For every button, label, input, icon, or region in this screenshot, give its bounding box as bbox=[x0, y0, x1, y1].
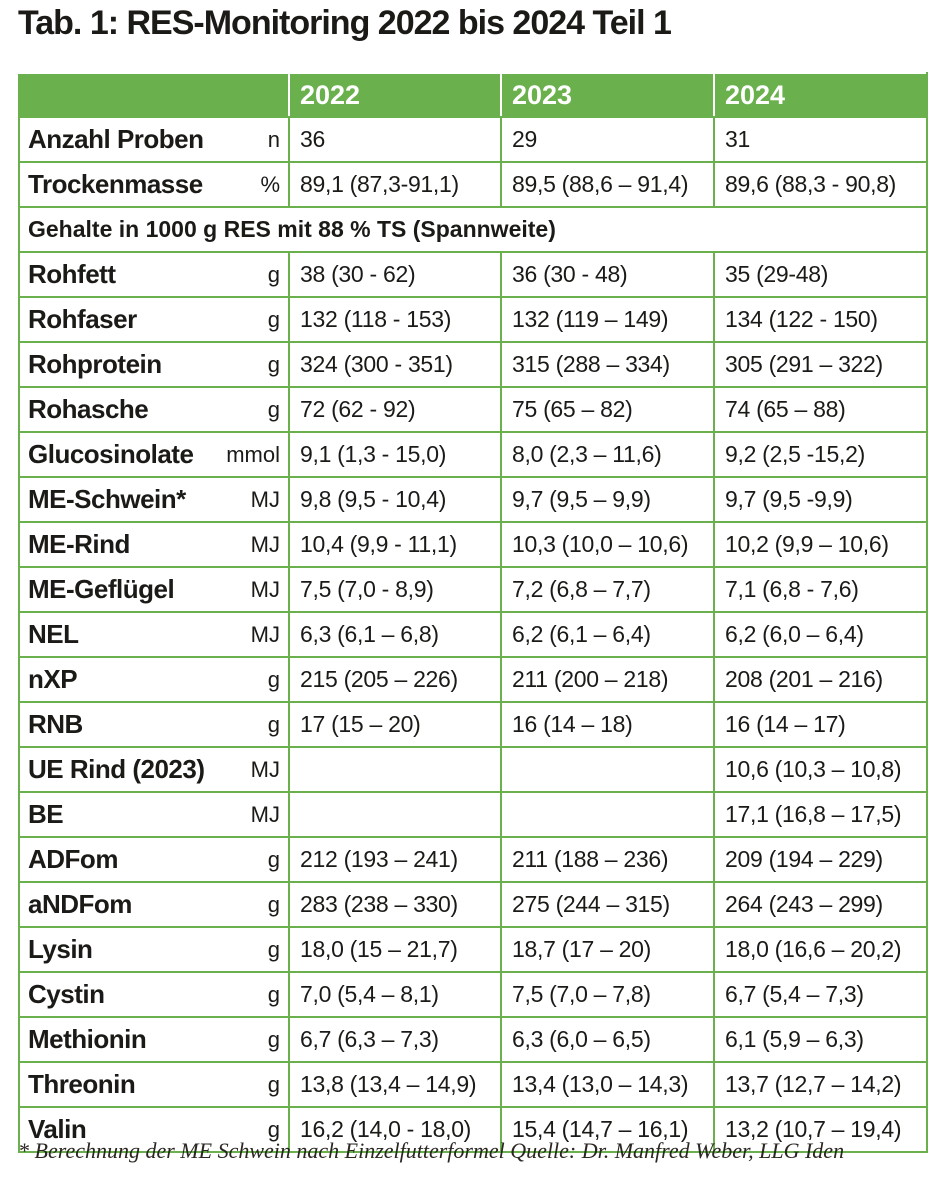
value-cell: 7,2 (6,8 – 7,7) bbox=[501, 567, 714, 612]
row-label: ME-Geflügel bbox=[28, 574, 175, 604]
value-cell: 13,4 (13,0 – 14,3) bbox=[501, 1062, 714, 1107]
row-label-cell bbox=[19, 477, 289, 522]
row-unit: g bbox=[267, 261, 280, 287]
value-cell: 13,7 (12,7 – 14,2) bbox=[714, 1062, 927, 1107]
row-label: Threonin bbox=[28, 1069, 136, 1099]
table-row bbox=[19, 522, 927, 567]
res-monitoring-table bbox=[18, 72, 928, 1153]
value-cell: 7,5 (7,0 - 8,9) bbox=[289, 567, 501, 612]
value-cell bbox=[289, 747, 501, 792]
header-cell-year: 2024 bbox=[714, 73, 927, 117]
row-label: Rohprotein bbox=[28, 349, 162, 379]
section-row bbox=[19, 207, 927, 252]
section-heading: Gehalte in 1000 g RES mit 88 % TS (Spannweite) bbox=[19, 207, 927, 252]
table-row bbox=[19, 837, 927, 882]
row-label-cell bbox=[19, 252, 289, 297]
row-label: BE bbox=[28, 799, 64, 829]
table-row bbox=[19, 1062, 927, 1107]
row-label-cell bbox=[19, 882, 289, 927]
value-cell: 6,3 (6,0 – 6,5) bbox=[501, 1017, 714, 1062]
value-cell: 275 (244 – 315) bbox=[501, 882, 714, 927]
row-unit: n bbox=[267, 126, 280, 152]
value-cell: 6,2 (6,1 – 6,4) bbox=[501, 612, 714, 657]
value-cell: 89,5 (88,6 – 91,4) bbox=[501, 162, 714, 207]
value-cell: 209 (194 – 229) bbox=[714, 837, 927, 882]
table-row bbox=[19, 972, 927, 1017]
value-cell: 10,6 (10,3 – 10,8) bbox=[714, 747, 927, 792]
value-cell bbox=[501, 747, 714, 792]
header-cell-year: 2023 bbox=[501, 73, 714, 117]
table-row bbox=[19, 297, 927, 342]
value-cell: 211 (188 – 236) bbox=[501, 837, 714, 882]
value-cell: 305 (291 – 322) bbox=[714, 342, 927, 387]
value-cell: 324 (300 - 351) bbox=[289, 342, 501, 387]
row-label: UE Rind (2023) bbox=[28, 754, 205, 784]
row-label: Glucosinolate bbox=[28, 439, 194, 469]
row-label-cell bbox=[19, 522, 289, 567]
value-cell: 35 (29-48) bbox=[714, 252, 927, 297]
value-cell: 16 (14 – 18) bbox=[501, 702, 714, 747]
row-label: Rohfett bbox=[28, 259, 116, 289]
row-unit: g bbox=[267, 1026, 280, 1052]
value-cell: 208 (201 – 216) bbox=[714, 657, 927, 702]
table-row bbox=[19, 1017, 927, 1062]
table-row bbox=[19, 882, 927, 927]
row-label-cell bbox=[19, 342, 289, 387]
value-cell: 74 (65 – 88) bbox=[714, 387, 927, 432]
row-unit: g bbox=[267, 1071, 280, 1097]
row-label-cell bbox=[19, 702, 289, 747]
table-row bbox=[19, 252, 927, 297]
value-cell: 211 (200 – 218) bbox=[501, 657, 714, 702]
value-cell: 6,3 (6,1 – 6,8) bbox=[289, 612, 501, 657]
value-cell: 17 (15 – 20) bbox=[289, 702, 501, 747]
row-unit: MJ bbox=[250, 486, 280, 512]
value-cell: 9,2 (2,5 -15,2) bbox=[714, 432, 927, 477]
value-cell: 264 (243 – 299) bbox=[714, 882, 927, 927]
row-label: aNDFom bbox=[28, 889, 132, 919]
value-cell: 10,2 (9,9 – 10,6) bbox=[714, 522, 927, 567]
value-cell: 8,0 (2,3 – 11,6) bbox=[501, 432, 714, 477]
row-unit: g bbox=[267, 666, 280, 692]
value-cell: 31 bbox=[714, 117, 927, 162]
row-label: ME-Rind bbox=[28, 529, 130, 559]
row-unit: MJ bbox=[250, 801, 280, 827]
row-unit: g bbox=[267, 711, 280, 737]
value-cell: 6,7 (6,3 – 7,3) bbox=[289, 1017, 501, 1062]
row-label-cell bbox=[19, 1017, 289, 1062]
value-cell: 134 (122 - 150) bbox=[714, 297, 927, 342]
row-label-cell bbox=[19, 387, 289, 432]
row-label: NEL bbox=[28, 619, 79, 649]
value-cell bbox=[501, 792, 714, 837]
row-label: Anzahl Proben bbox=[28, 124, 204, 154]
row-label-cell bbox=[19, 747, 289, 792]
table-row bbox=[19, 162, 927, 207]
value-cell: 6,1 (5,9 – 6,3) bbox=[714, 1017, 927, 1062]
table-row bbox=[19, 342, 927, 387]
row-label: Cystin bbox=[28, 979, 105, 1009]
row-unit: g bbox=[267, 891, 280, 917]
value-cell: 9,7 (9,5 -9,9) bbox=[714, 477, 927, 522]
row-unit: g bbox=[267, 306, 280, 332]
row-label: Methionin bbox=[28, 1024, 147, 1054]
value-cell: 89,6 (88,3 - 90,8) bbox=[714, 162, 927, 207]
row-label: Valin bbox=[28, 1114, 87, 1144]
value-cell: 132 (118 - 153) bbox=[289, 297, 501, 342]
row-label: Rohfaser bbox=[28, 304, 137, 334]
row-label-cell bbox=[19, 567, 289, 612]
table-row bbox=[19, 657, 927, 702]
value-cell: 13,8 (13,4 – 14,9) bbox=[289, 1062, 501, 1107]
value-cell: 10,4 (9,9 - 11,1) bbox=[289, 522, 501, 567]
row-label-cell bbox=[19, 972, 289, 1017]
row-unit: g bbox=[267, 396, 280, 422]
value-cell: 15,4 (14,7 – 16,1) bbox=[501, 1107, 714, 1152]
value-cell: 7,1 (6,8 - 7,6) bbox=[714, 567, 927, 612]
row-unit: g bbox=[267, 981, 280, 1007]
value-cell: 16,2 (14,0 - 18,0) bbox=[289, 1107, 501, 1152]
row-label: ADFom bbox=[28, 844, 118, 874]
value-cell: 16 (14 – 17) bbox=[714, 702, 927, 747]
value-cell: 215 (205 – 226) bbox=[289, 657, 501, 702]
row-unit: MJ bbox=[250, 531, 280, 557]
value-cell: 75 (65 – 82) bbox=[501, 387, 714, 432]
footnote: * Berechnung der ME Schwein nach Einzelfutterformel Quelle: Dr. Manfred Weber, LLG Iden bbox=[18, 1138, 845, 1163]
row-label: nXP bbox=[28, 664, 78, 694]
value-cell: 10,3 (10,0 – 10,6) bbox=[501, 522, 714, 567]
row-unit: g bbox=[267, 936, 280, 962]
value-cell: 36 (30 - 48) bbox=[501, 252, 714, 297]
row-label: Trockenmasse bbox=[28, 169, 203, 199]
table-row bbox=[19, 927, 927, 972]
row-unit: MJ bbox=[250, 621, 280, 647]
value-cell: 9,7 (9,5 – 9,9) bbox=[501, 477, 714, 522]
header-cell-year: 2022 bbox=[289, 73, 501, 117]
table-row bbox=[19, 477, 927, 522]
value-cell: 17,1 (16,8 – 17,5) bbox=[714, 792, 927, 837]
table-body bbox=[19, 117, 927, 1152]
value-cell: 7,5 (7,0 – 7,8) bbox=[501, 972, 714, 1017]
table-row bbox=[19, 747, 927, 792]
header-cell-label bbox=[19, 73, 289, 117]
table-row bbox=[19, 567, 927, 612]
row-label-cell bbox=[19, 1062, 289, 1107]
header-row bbox=[19, 73, 927, 117]
value-cell: 9,8 (9,5 - 10,4) bbox=[289, 477, 501, 522]
value-cell: 283 (238 – 330) bbox=[289, 882, 501, 927]
value-cell: 29 bbox=[501, 117, 714, 162]
table-title: Tab. 1: RES-Monitoring 2022 bis 2024 Teil 1 bbox=[18, 4, 671, 42]
row-unit: MJ bbox=[250, 756, 280, 782]
table-row bbox=[19, 117, 927, 162]
value-cell bbox=[289, 792, 501, 837]
row-label-cell bbox=[19, 837, 289, 882]
table-row bbox=[19, 792, 927, 837]
row-unit: g bbox=[267, 351, 280, 377]
value-cell: 9,1 (1,3 - 15,0) bbox=[289, 432, 501, 477]
value-cell: 13,2 (10,7 – 19,4) bbox=[714, 1107, 927, 1152]
row-label: Rohasche bbox=[28, 394, 149, 424]
row-label: ME-Schwein* bbox=[28, 484, 186, 514]
value-cell: 7,0 (5,4 – 8,1) bbox=[289, 972, 501, 1017]
table-row bbox=[19, 612, 927, 657]
row-label: Lysin bbox=[28, 934, 93, 964]
table-row bbox=[19, 432, 927, 477]
row-label-cell bbox=[19, 297, 289, 342]
value-cell: 18,0 (16,6 – 20,2) bbox=[714, 927, 927, 972]
row-label-cell bbox=[19, 612, 289, 657]
value-cell: 6,7 (5,4 – 7,3) bbox=[714, 972, 927, 1017]
value-cell: 36 bbox=[289, 117, 501, 162]
value-cell: 212 (193 – 241) bbox=[289, 837, 501, 882]
row-unit: MJ bbox=[250, 576, 280, 602]
row-unit: % bbox=[260, 171, 280, 197]
value-cell: 72 (62 - 92) bbox=[289, 387, 501, 432]
row-label-cell bbox=[19, 657, 289, 702]
value-cell: 18,0 (15 – 21,7) bbox=[289, 927, 501, 972]
row-label-cell bbox=[19, 792, 289, 837]
value-cell: 38 (30 - 62) bbox=[289, 252, 501, 297]
row-unit: mmol bbox=[226, 441, 280, 467]
row-label-cell bbox=[19, 432, 289, 477]
row-label: RNB bbox=[28, 709, 83, 739]
row-label-cell bbox=[19, 162, 289, 207]
row-unit: g bbox=[267, 846, 280, 872]
row-unit: g bbox=[267, 1116, 280, 1142]
row-label-cell bbox=[19, 927, 289, 972]
value-cell: 315 (288 – 334) bbox=[501, 342, 714, 387]
value-cell: 132 (119 – 149) bbox=[501, 297, 714, 342]
value-cell: 89,1 (87,3-91,1) bbox=[289, 162, 501, 207]
table-row bbox=[19, 702, 927, 747]
row-label-cell bbox=[19, 117, 289, 162]
value-cell: 6,2 (6,0 – 6,4) bbox=[714, 612, 927, 657]
value-cell: 18,7 (17 – 20) bbox=[501, 927, 714, 972]
table-row bbox=[19, 387, 927, 432]
